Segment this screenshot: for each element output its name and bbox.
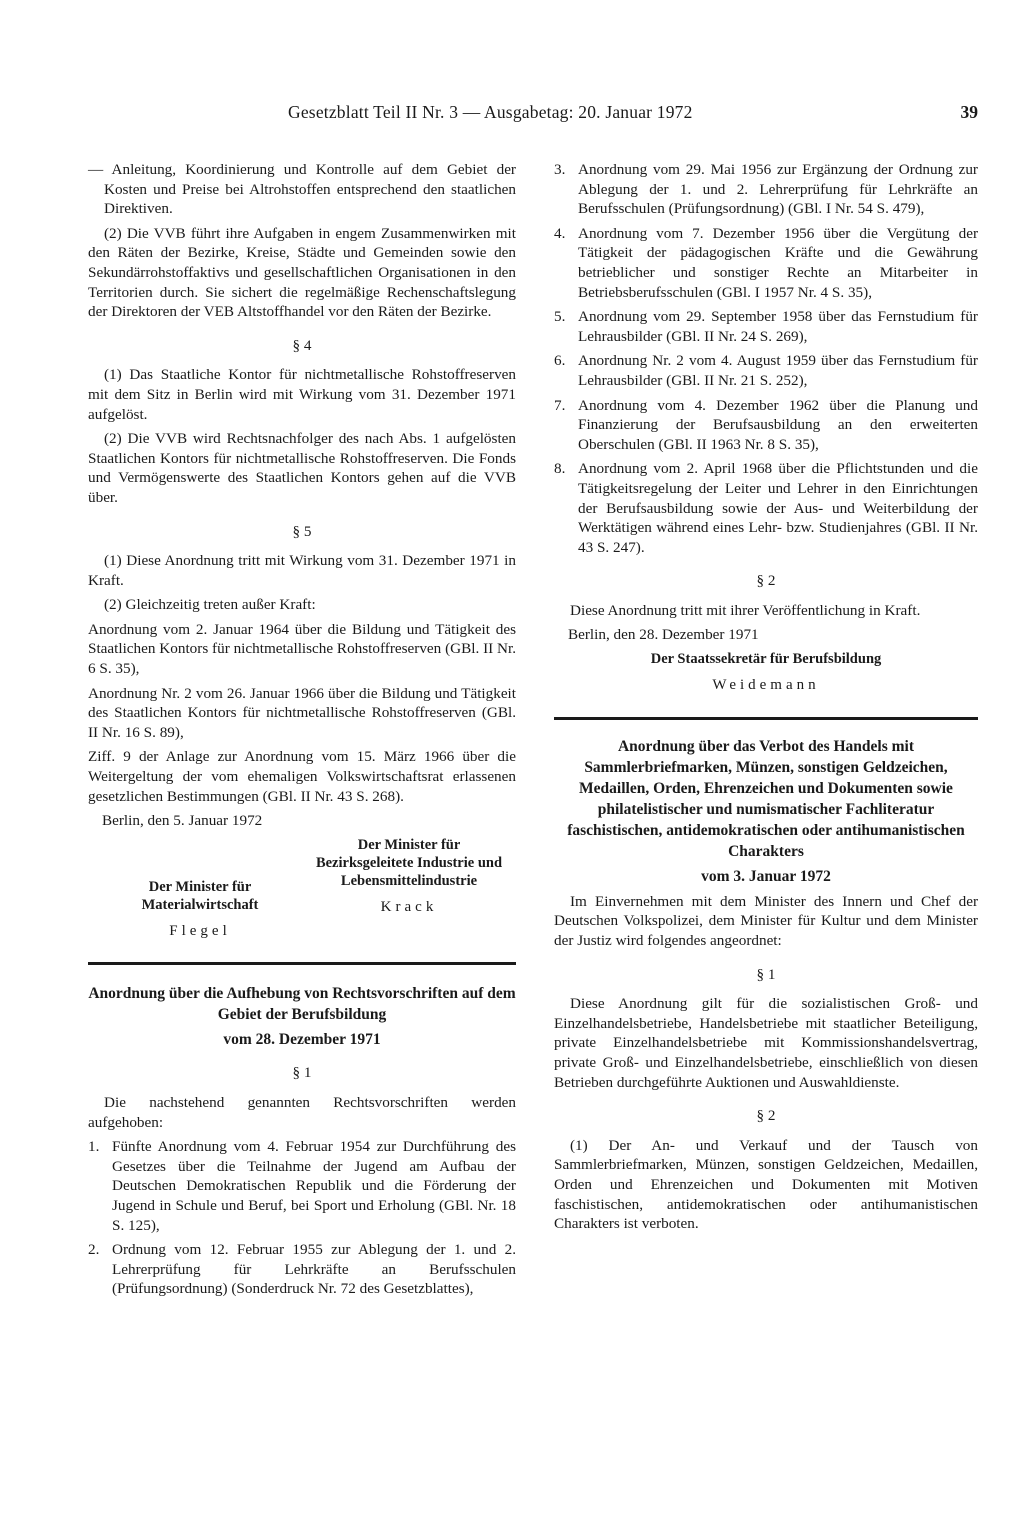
signature-block: [314, 836, 504, 916]
running-title: Gesetzblatt Teil II Nr. 3 — Ausgabetag: 20. Januar 1972: [288, 102, 693, 122]
paragraph: (2) Die VVB wird Rechtsnachfolger des nach Abs. 1 aufgelösten Staatlichen Kontors für nichtmetallische Rohstoffreserven. Die Fonds und Vermögenswerte des Staatlichen Kontors gehen auf die VVB über.: [88, 430, 516, 506]
place-date: Berlin, den 5. Januar 1972: [102, 812, 263, 830]
signature-block: [102, 878, 298, 940]
item-number: 1.: [88, 1138, 100, 1156]
numbered-list: [554, 160, 978, 557]
page-number: 39: [960, 102, 978, 122]
item-number: 8.: [554, 460, 566, 478]
numbered-list: [88, 1137, 516, 1299]
section-heading: § 4: [292, 336, 312, 354]
paragraph: (1) Das Staatliche Kontor für nichtmetallische Rohstoffreserven mit dem Sitz in Berlin wird mit Wirkung vom 31. Dezember 1971 aufgelöst.: [88, 366, 516, 423]
item-text: Anordnung vom 7. Dezember 1956 über die Vergütung der Tätigkeit der pädagogischen Kräfte und die Gewährung betrieblicher und sonstiger Rechte an Mitarbeiter in Betriebsberufsschulen (GBl. I 1957 Nr. 4 S. 35),: [578, 224, 978, 301]
separator-rule: [554, 717, 978, 720]
list-item: [88, 1137, 516, 1235]
document-date: vom 3. Januar 1972: [701, 868, 831, 886]
signature-row: [88, 836, 516, 939]
paragraph: Die nachstehend genannten Rechtsvorschriften werden aufgehoben:: [88, 1094, 516, 1131]
repealed-item: Ziff. 9 der Anlage zur Anordnung vom 15. März 1966 über die Weitergeltung der vom ehemaligen Volkswirtschaftsrat erlassenen gesetzlichen Bestimmungen (GBl. II Nr. 43 S. 268).: [88, 748, 516, 805]
paragraph: (1) Der An- und Verkauf und der Tausch von Sammlerbriefmarken, Münzen, sonstigen Geldzeichen, Medaillen, Orden und Ehrenzeichen und Dokumenten mit Motiven faschistischen, antidemokratischen oder antihumanistischen Charakters ist verboten.: [554, 1136, 978, 1233]
dash-item: — Anleitung, Koordinierung und Kontrolle auf dem Gebiet der Kosten und Preise bei Altrohstoffen entsprechend den staatlichen Direktiven.: [88, 161, 516, 218]
item-number: 2.: [88, 1241, 100, 1259]
section-heading: § 2: [756, 572, 776, 590]
paragraph: (2) Die VVB führt ihre Aufgaben in engem Zusammenwirken mit den Räten der Bezirke, Kreise, Städte und Gemeinden sowie den Sekundärrohstoffaktivs und gesellschaftlichen Organisationen in den Territorien durch. Sie sichert die regelmäßige Rechenschaftslegung der Direktoren der VEB Altstoffhandel vor den Räten der Bezirke.: [88, 224, 516, 321]
section-heading: § 5: [292, 522, 312, 540]
paragraph: (1) Diese Anordnung tritt mit Wirkung vom 31. Dezember 1971 in Kraft.: [88, 552, 516, 589]
section-heading: § 1: [292, 1064, 312, 1082]
item-number: 4.: [554, 224, 566, 242]
repealed-item: Anordnung Nr. 2 vom 26. Januar 1966 über die Bildung und Tätigkeit des Staatlichen Kontors für nichtmetallische Rohstoffreserven (GBl. II Nr. 16 S. 89),: [88, 684, 516, 741]
place-date: Berlin, den 28. Dezember 1971: [568, 626, 759, 644]
paragraph: Diese Anordnung gilt für die sozialistischen Groß- und Einzelhandelsbetriebe, Handelsbetriebe mit staatlicher Beteiligung, private Einzelhandelsbetriebe mit Kommissionshandelsvertrag, private Groß- und Einzelhandelsbetriebe, einschließlich von diesen Betrieben durchgeführte Auktionen und Auswahldienste.: [554, 995, 978, 1091]
document-title: Anordnung über die Aufhebung von Rechtsvorschriften auf dem Gebiet der Berufsbildung: [88, 984, 516, 1023]
item-text: Anordnung vom 2. April 1968 über die Pflichtstunden und die Tätigkeitsregelung der Leiter und Lehrer in den Einrichtungen der Berufsausbildung sowie der Aus- und Weiterbildung der Werktätigen während eines Lehr- bzw. Studienjahres (GBl. II Nr. 43 S. 247).: [578, 460, 978, 556]
separator-rule: [88, 962, 516, 965]
paragraph: Diese Anordnung tritt mit ihrer Veröffentlichung in Kraft.: [570, 601, 921, 619]
list-item: [554, 224, 978, 302]
item-text: Anordnung vom 29. September 1958 über das Fernstudium für Lehrausbilder (GBl. II Nr. 24 S. 269),: [578, 308, 978, 345]
signatory-name: Flegel: [169, 922, 231, 939]
item-number: 6.: [554, 352, 566, 370]
left-column: [88, 160, 516, 1304]
item-number: 5.: [554, 308, 566, 326]
signatory-title: Der Minister für Materialwirtschaft: [141, 878, 259, 913]
list-item: [554, 160, 978, 219]
list-item: [88, 1240, 516, 1299]
page-header: [288, 102, 978, 130]
item-text: Ordnung vom 12. Februar 1955 zur Ablegung der 1. und 2. Lehrerprüfung für Lehrkräfte an Berufsschulen (Prüfungsordnung) (Sonderdruck Nr. 72 des Gesetzblattes),: [112, 1241, 516, 1298]
item-text: Fünfte Anordnung vom 4. Februar 1954 zur Durchführung des Gesetzes über die Teilnahme der Jugend am Aufbau der Deutschen Demokratischen Republik und die Förderung der Jugend in Schule und Beruf, bei Sport und Erholung (GBl. Nr. 18 S. 125),: [112, 1138, 516, 1234]
item-number: 7.: [554, 396, 566, 414]
list-item: [554, 351, 978, 390]
list-item: [554, 459, 978, 557]
section-heading: § 1: [756, 965, 776, 983]
list-item: [554, 396, 978, 455]
paragraph: (2) Gleichzeitig treten außer Kraft:: [104, 596, 316, 614]
document-title: Anordnung über das Verbot des Handels mit Sammlerbriefmarken, Münzen, sonstigen Geldzeichen, Medaillen, Orden, Ehrenzeichen und Dokumenten sowie philatelistischer und numismatischer Fachliteratur faschistischen, antidemokratischen oder antihumanistischen Charakters: [567, 738, 965, 861]
signatory-name: Weidemann: [712, 676, 820, 693]
signatory-title: Der Minister für Bezirksgeleitete Industrie und Lebensmittelindustrie: [315, 836, 503, 889]
signatory-title: Der Staatssekretär für Berufsbildung: [650, 651, 882, 668]
item-number: 3.: [554, 161, 566, 178]
signatory-name: Krack: [380, 898, 438, 915]
list-item: [554, 307, 978, 346]
item-text: Anordnung vom 29. Mai 1956 zur Ergänzung der Ordnung zur Ablegung der 1. und 2. Lehrerprüfung für Lehrkräfte an Berufsschulen (Prüfungsordnung) (GBl. I Nr. 54 S. 479),: [578, 161, 978, 218]
right-column: [554, 160, 978, 1239]
document-date: vom 28. Dezember 1971: [223, 1030, 381, 1048]
repealed-item: Anordnung vom 2. Januar 1964 über die Bildung und Tätigkeit des Staatlichen Kontors für nichtmetallische Rohstoffreserven (GBl. II Nr. 6 S. 35),: [88, 620, 516, 678]
section-heading: § 2: [756, 1107, 776, 1125]
item-text: Anordnung Nr. 2 vom 4. August 1959 über das Fernstudium für Lehrausbilder (GBl. II Nr. 21 S. 252),: [578, 352, 978, 389]
paragraph: Im Einvernehmen mit dem Minister des Innern und Chef der Deutschen Volkspolizei, dem Minister für Kultur und dem Minister der Justiz wird folgendes angeordnet:: [554, 892, 978, 950]
item-text: Anordnung vom 4. Dezember 1962 über die Planung und Finanzierung der Berufsausbildung an den erweiterten Oberschulen (GBl. II 1963 Nr. 8 S. 35),: [578, 396, 978, 453]
